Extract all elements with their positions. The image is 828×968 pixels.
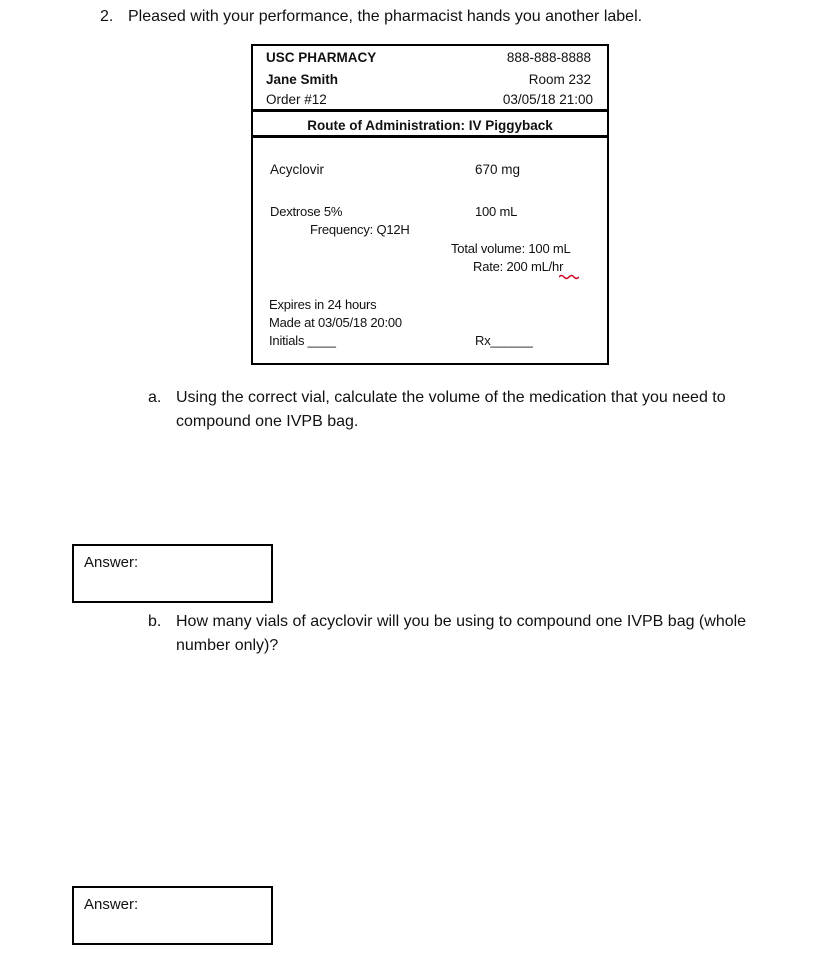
part-b-letter: b. xyxy=(148,613,162,630)
header-divider-bottom xyxy=(253,135,607,138)
pharmacy-label xyxy=(251,44,609,365)
part-a-question-line2: compound one IVPB bag. xyxy=(176,413,359,430)
route-of-administration: Route of Administration: IV Piggyback xyxy=(307,118,553,133)
question-text: Pleased with your performance, the pharmacist hands you another label. xyxy=(128,8,643,25)
total-volume: Total volume: 100 mL xyxy=(451,241,571,256)
answer-b-box[interactable] xyxy=(72,886,273,945)
infusion-rate: Rate: 200 mL/hr xyxy=(473,259,564,274)
rx-field: Rx______ xyxy=(475,333,533,348)
drug-dose: 670 mg xyxy=(475,162,521,177)
patient-name: Jane Smith xyxy=(266,72,339,87)
diluent-volume: 100 mL xyxy=(475,204,518,219)
answer-b-label: Answer: xyxy=(84,896,139,913)
part-b-question-line2: number only)? xyxy=(176,637,279,654)
header-divider-top xyxy=(253,109,607,112)
part-a-letter: a. xyxy=(148,389,162,406)
expires: Expires in 24 hours xyxy=(269,297,377,312)
order-datetime: 03/05/18 21:00 xyxy=(502,92,593,107)
patient-room: Room 232 xyxy=(528,72,591,87)
answer-a-label: Answer: xyxy=(84,554,139,571)
pharmacy-phone: 888-888-8888 xyxy=(506,50,591,65)
frequency: Frequency: Q12H xyxy=(310,222,410,237)
initials-field: Initials ____ xyxy=(269,333,336,348)
answer-a-box[interactable] xyxy=(72,544,273,603)
question-number: 2. xyxy=(100,8,114,25)
pharmacy-name: USC PHARMACY xyxy=(266,50,377,65)
diluent-name: Dextrose 5% xyxy=(270,204,343,219)
part-a-question-line1: Using the correct vial, calculate the volume of the medication that you need to xyxy=(176,389,726,406)
drug-name: Acyclovir xyxy=(270,162,325,177)
part-b-question-line1: How many vials of acyclovir will you be using to compound one IVPB bag (whole xyxy=(176,613,747,630)
order-number: Order #12 xyxy=(266,92,327,107)
made-at: Made at 03/05/18 20:00 xyxy=(269,315,402,330)
spellcheck-underline-icon xyxy=(559,274,579,280)
